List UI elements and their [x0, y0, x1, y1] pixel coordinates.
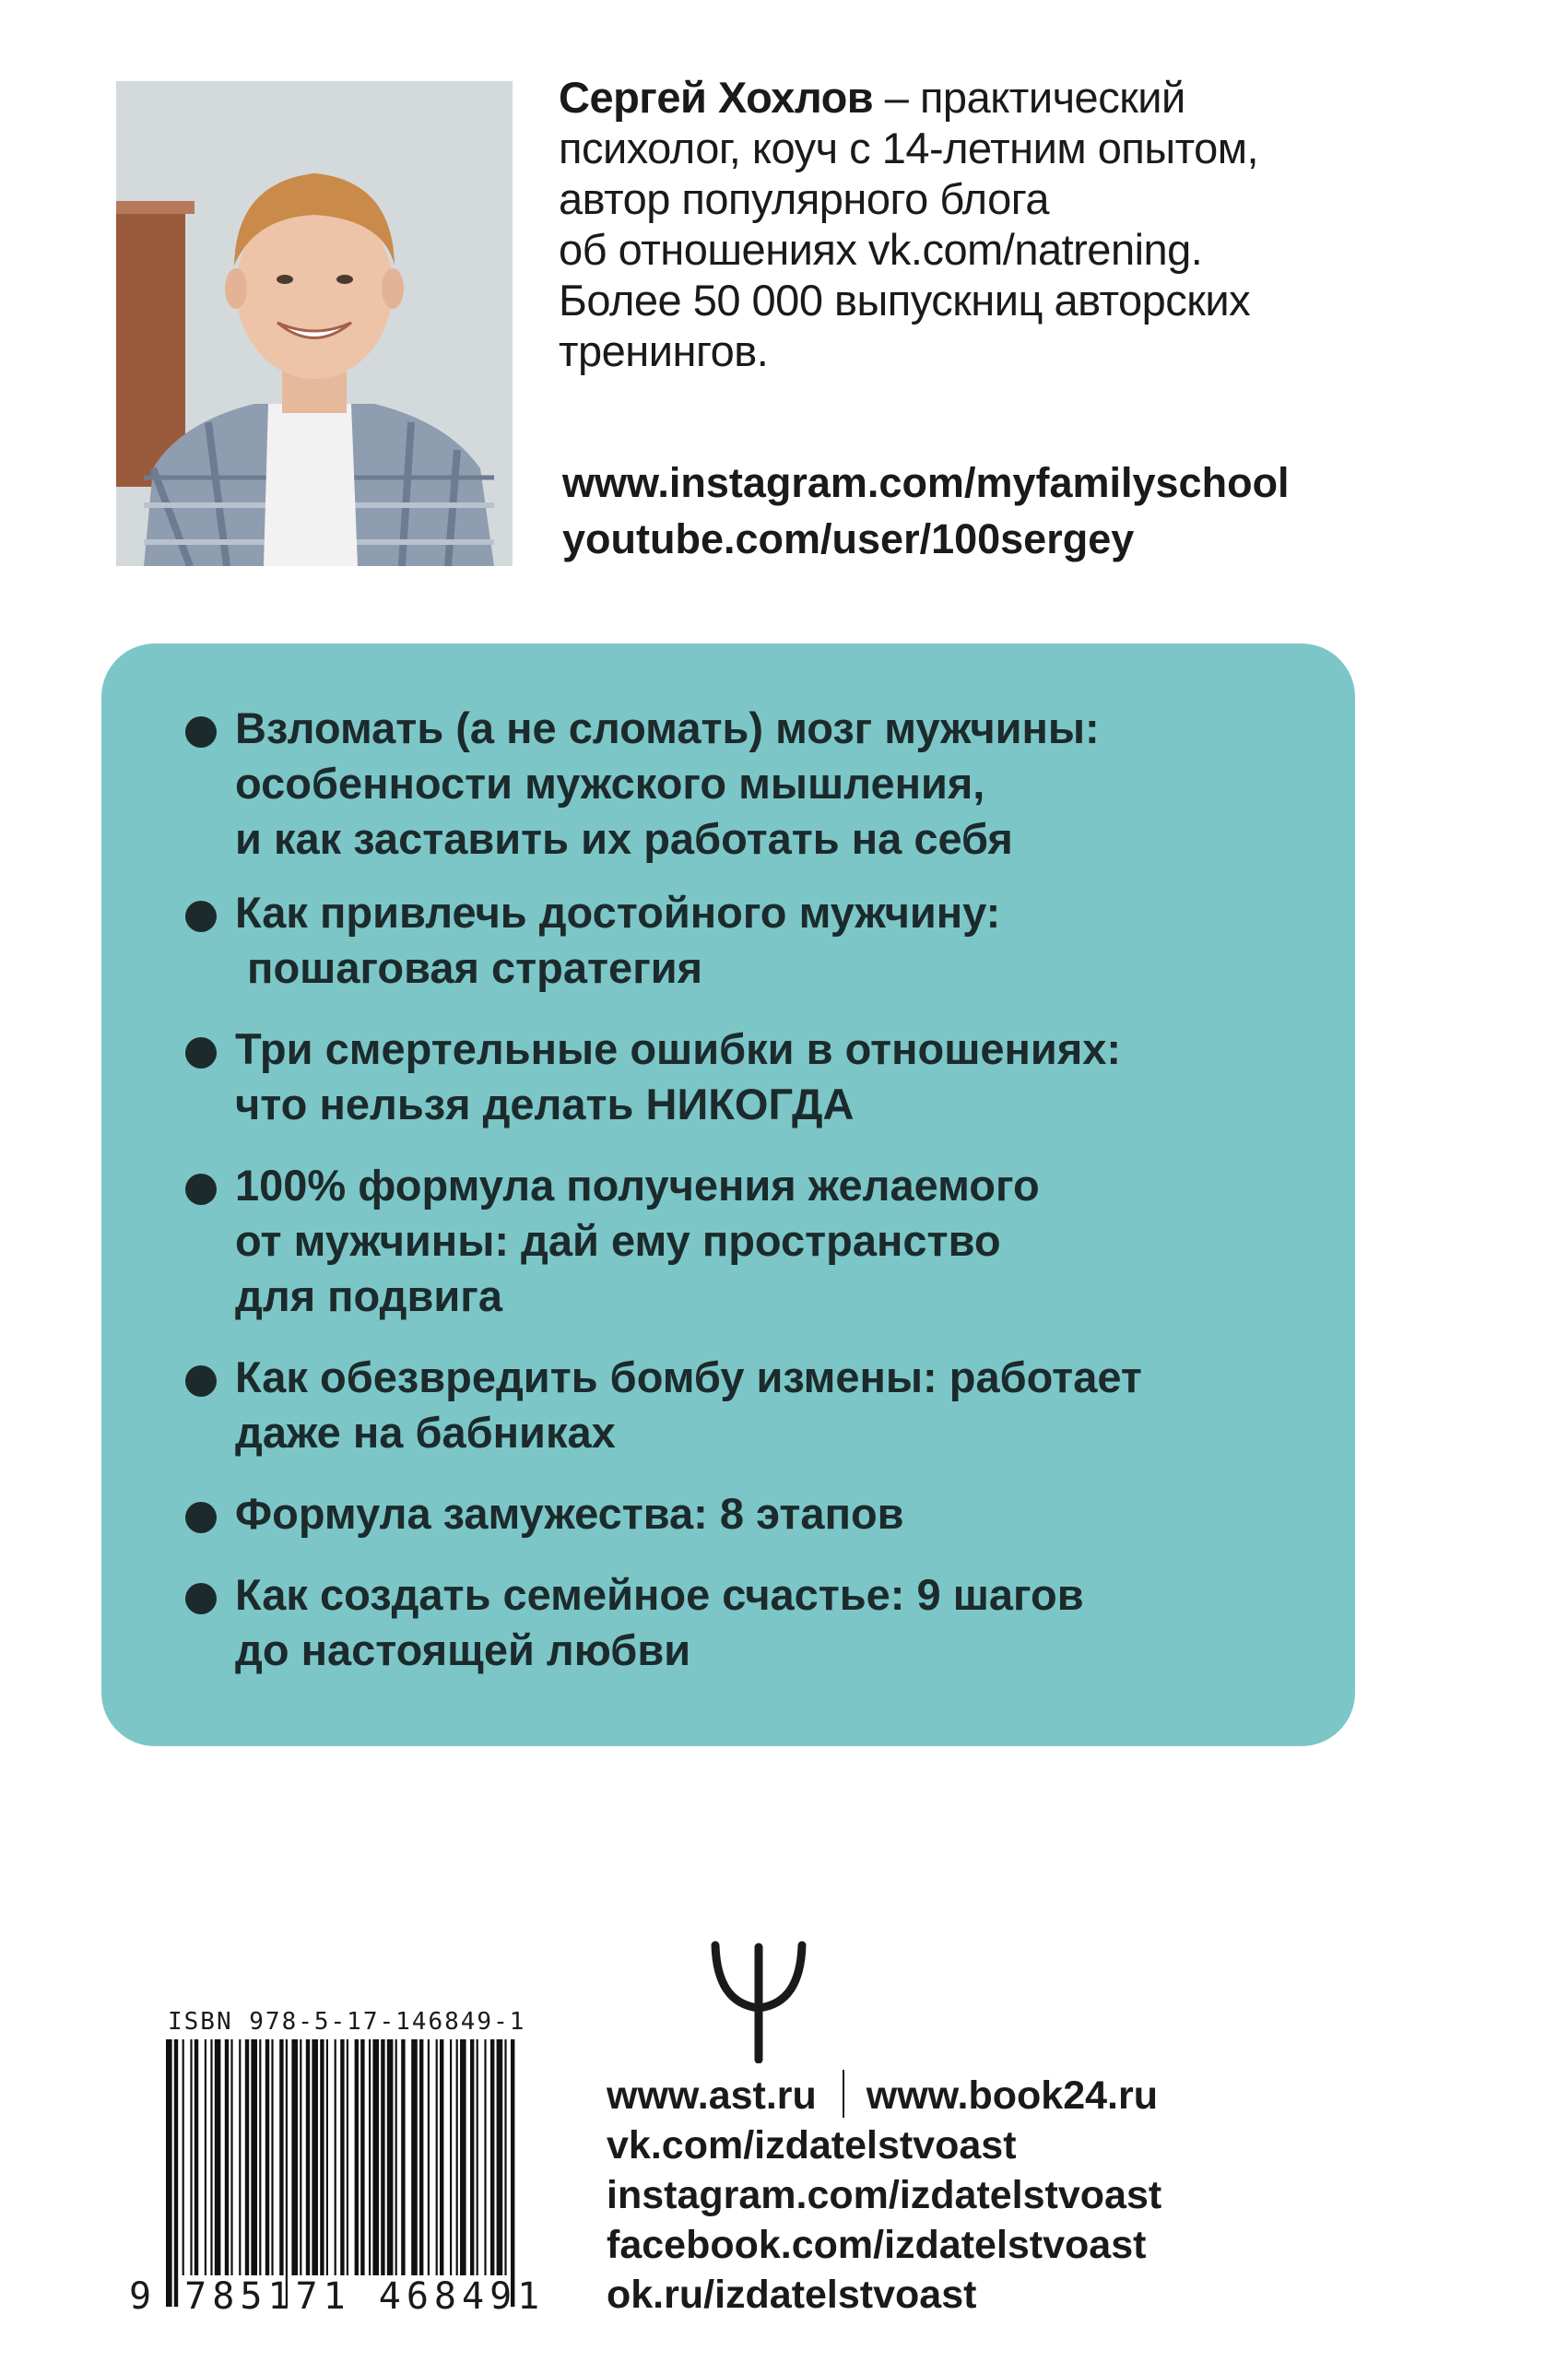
bio-line: Более 50 000 выпускниц авторских — [559, 276, 1251, 325]
barcode-bar — [245, 2039, 249, 2275]
list-item-line: Взломать (а не сломать) мозг мужчины: — [235, 703, 1100, 752]
list-item — [235, 701, 1341, 867]
barcode-bar — [225, 2039, 229, 2275]
bio-line: психолог, коуч с 14-летним опытом, — [559, 124, 1259, 172]
barcode-bar — [300, 2039, 301, 2275]
bullet-icon — [185, 1037, 217, 1069]
list-item-line: Формула замужества: 8 этапов — [235, 1489, 904, 1538]
barcode-bar — [286, 2039, 288, 2307]
facebook-link[interactable]: facebook.com/izdatelstvoast — [607, 2223, 1147, 2267]
barcode-bar — [205, 2039, 206, 2275]
barcode-bar — [215, 2039, 221, 2275]
list-item — [235, 1158, 1341, 1324]
barcode-bar — [477, 2039, 478, 2275]
divider — [843, 2070, 844, 2118]
ast-site-link[interactable]: www.ast.ru — [607, 2073, 817, 2118]
bio-line: автор популярного блога — [559, 174, 1049, 223]
barcode-bar — [291, 2039, 298, 2275]
author-name: Сергей Хохлов — [559, 73, 874, 122]
barcode-bar — [195, 2039, 198, 2275]
barcode-bar — [411, 2039, 418, 2275]
bio-line — [559, 72, 1480, 123]
list-item-line: даже на бабниках — [235, 1408, 616, 1457]
benefits-panel — [101, 644, 1355, 1746]
ok-link[interactable]: ok.ru/izdatelstvoast — [607, 2273, 977, 2317]
bio-text: – практический — [873, 73, 1185, 122]
bullet-icon — [185, 716, 217, 748]
barcode-bar — [419, 2039, 423, 2275]
list-item-line: Три смертельные ошибки в отношениях: — [235, 1024, 1122, 1073]
list-item — [235, 885, 1341, 996]
instagram-link[interactable]: www.instagram.com/myfamilyschool — [562, 459, 1290, 506]
barcode-bar — [460, 2039, 466, 2275]
barcode-bar — [259, 2039, 261, 2275]
barcode-bar — [174, 2039, 178, 2307]
list-item — [235, 1022, 1341, 1132]
barcode-digits: 9 785171 468491 — [129, 2275, 546, 2318]
barcode-icon — [166, 2039, 516, 2307]
bullet-icon — [185, 1174, 217, 1205]
list-item-line: Как создать семейное счастье: 9 шагов — [235, 1570, 1084, 1619]
barcode-bar — [166, 2039, 172, 2307]
barcode-bar — [340, 2039, 344, 2275]
barcode-bar — [251, 2039, 257, 2275]
bullet-icon — [185, 1502, 217, 1533]
author-photo — [116, 81, 513, 566]
barcode-bar — [320, 2039, 324, 2275]
bullet-icon — [185, 1583, 217, 1614]
barcode-bar — [428, 2039, 430, 2275]
list-item — [235, 1567, 1341, 1678]
list-item-line: Как привлечь достойного мужчину: — [235, 888, 1001, 937]
list-item-line: Как обезвредить бомбу измены: работает — [235, 1352, 1142, 1401]
barcode-bar — [436, 2039, 438, 2275]
bio-line: тренингов. — [559, 326, 769, 375]
list-item-line: для подвига — [235, 1271, 502, 1320]
barcode-bar — [239, 2039, 241, 2275]
list-item — [235, 1350, 1341, 1460]
barcode-bar — [440, 2039, 443, 2275]
barcode-bar — [271, 2039, 273, 2275]
barcode-bar — [312, 2039, 318, 2275]
list-item-line: особенности мужского мышления, — [235, 759, 985, 808]
barcode-bar — [456, 2039, 458, 2275]
barcode-bar — [369, 2039, 371, 2275]
barcode-bar — [279, 2039, 283, 2275]
psi-logo-icon — [708, 1934, 809, 2063]
barcode-bar — [347, 2039, 348, 2275]
barcode-bar — [190, 2039, 192, 2275]
barcode-bar — [265, 2039, 269, 2275]
bullet-icon — [185, 1365, 217, 1397]
list-item-line: что нельзя делать НИКОГДА — [235, 1080, 855, 1128]
barcode-bar — [372, 2039, 379, 2275]
author-links — [562, 455, 1290, 567]
barcode-bar — [381, 2039, 384, 2275]
bio-line: об отношениях vk.com/natrening. — [559, 225, 1203, 274]
publisher-links — [607, 2070, 1161, 2320]
barcode-bar — [504, 2039, 506, 2275]
barcode-bar — [335, 2039, 336, 2275]
book24-site-link[interactable]: www.book24.ru — [866, 2073, 1158, 2118]
barcode-bar — [326, 2039, 328, 2275]
isbn-label: ISBN 978-5-17-146849-1 — [168, 2008, 526, 2036]
barcode-bar — [511, 2039, 514, 2307]
list-item-line: пошаговая стратегия — [235, 943, 703, 992]
bullet-icon — [185, 901, 217, 932]
list-item-line: до настоящей любви — [235, 1625, 691, 1674]
barcode-bar — [183, 2039, 184, 2275]
barcode-bar — [497, 2039, 503, 2275]
instagram-publisher-link[interactable]: instagram.com/izdatelstvoast — [607, 2173, 1162, 2217]
barcode-bar — [484, 2039, 486, 2275]
barcode-bar — [355, 2039, 359, 2275]
barcode-bar — [470, 2039, 474, 2275]
barcode-bar — [450, 2039, 452, 2275]
barcode-bar — [395, 2039, 397, 2275]
barcode-bar — [230, 2039, 232, 2275]
barcode-bar — [306, 2039, 310, 2275]
barcode-bar — [360, 2039, 364, 2275]
list-item — [235, 1486, 1341, 1541]
list-item-line: от мужчины: дай ему пространство — [235, 1216, 1001, 1265]
list-item-line: и как заставить их работать на себя — [235, 814, 1013, 863]
barcode-bar — [387, 2039, 394, 2275]
vk-link[interactable]: vk.com/izdatelstvoast — [607, 2123, 1017, 2167]
list-item-line: 100% формула получения желаемого — [235, 1161, 1040, 1210]
barcode-bar — [490, 2039, 494, 2275]
publisher-sites-row — [607, 2070, 1161, 2120]
barcode-bar — [210, 2039, 212, 2275]
barcode-bar — [401, 2039, 405, 2275]
youtube-link[interactable]: youtube.com/user/100sergey — [562, 515, 1135, 562]
author-bio — [559, 72, 1480, 376]
